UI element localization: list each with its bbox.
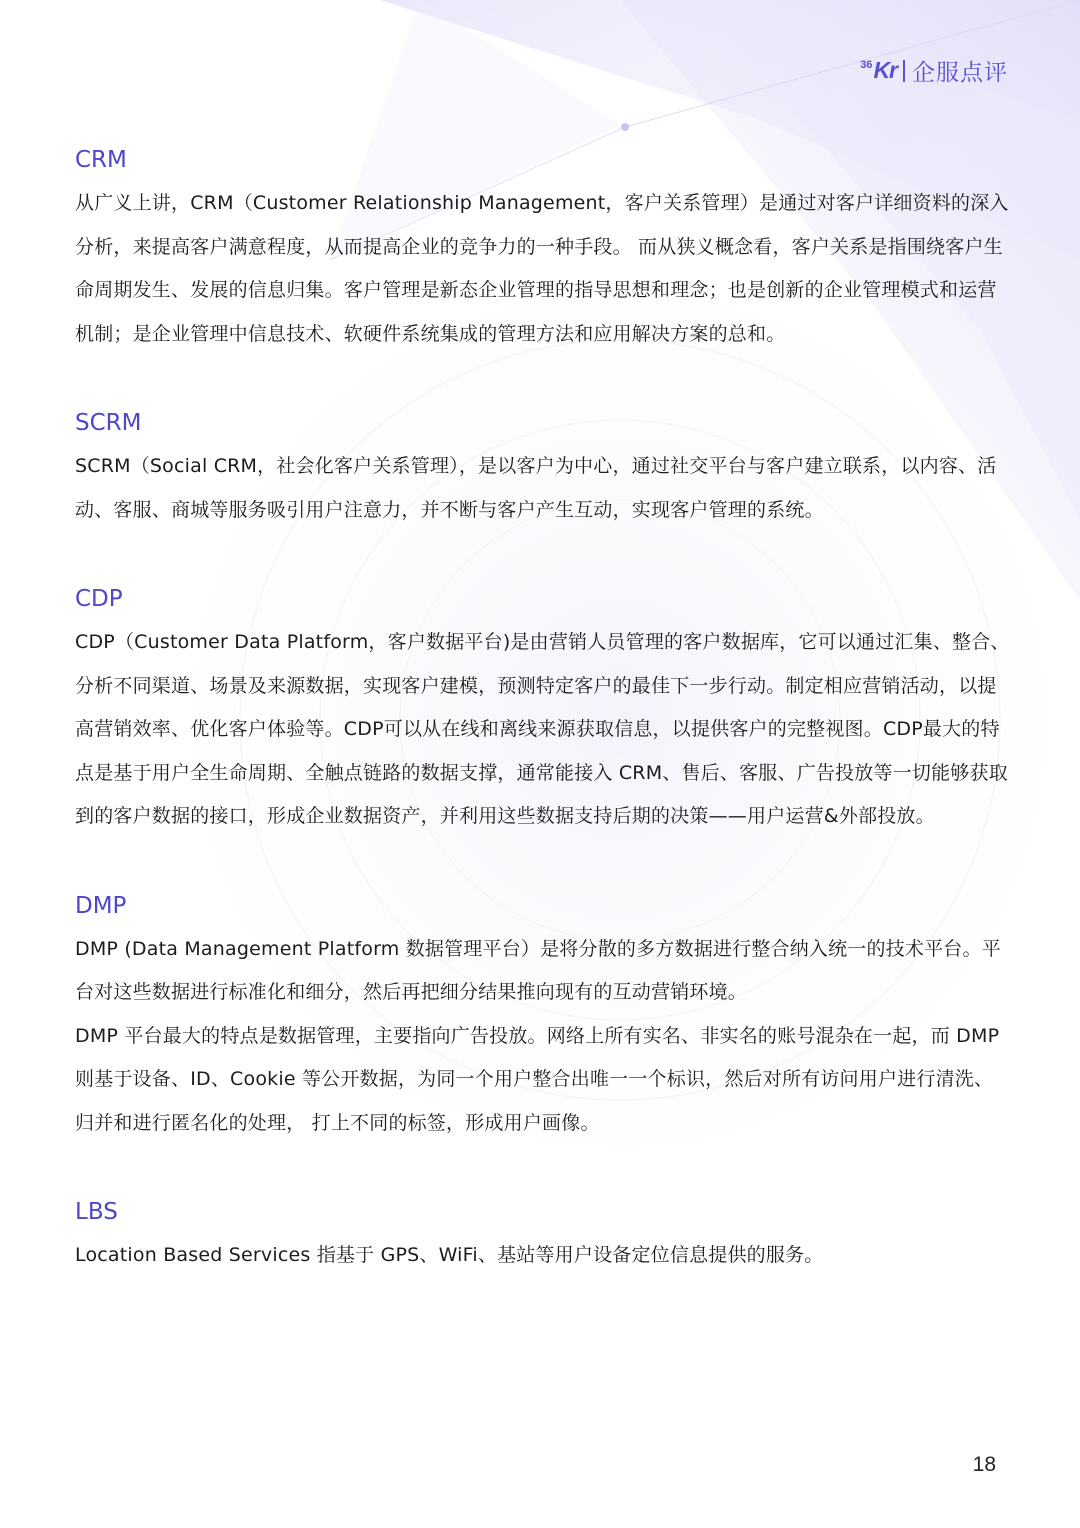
- section-dmp: [75, 888, 1010, 1146]
- logo-text: 企服点评: [912, 60, 1008, 86]
- section-paragraph: DMP (Data Management Platform 数据管理平台）是将分散的多方数据进行整合纳入统一的技术平台。平台对这些数据进行标准化和细分，然后再把细分结果推向现有的互动营销环境。: [75, 937, 1001, 1003]
- section-crm: [75, 142, 1010, 356]
- section-paragraph: SCRM（Social CRM，社会化客户关系管理），是以客户为中心，通过社交平台与客户建立联系，以内容、活动、客服、商城等服务吸引用户注意力，并不断与客户产生互动，实现客户管理的系统。: [75, 455, 997, 521]
- logo-kr-mark: Kr: [873, 57, 897, 83]
- section-paragraph: 从广义上讲，CRM（Customer Relationship Management，客户关系管理）是通过对客户详细资料的深入分析，来提高客户满意程度，从而提高企业的竞争力的一种手段。 而从狭义概念看，客户关系是指围绕客户生命周期发生、发展的信息归集。客户管理是新态企业管理的指导思想和理念；也是创新的企业管理模式和运营机制；是企业管理中信息技术、软硬件系统集成的管理方法和应用解决方案的总和。: [75, 192, 1009, 345]
- section-paragraph: Location Based Services 指基于 GPS、WiFi、基站等用户设备定位信息提供的服务。: [75, 1244, 824, 1266]
- glossary-content: [75, 142, 1010, 1278]
- section-title: LBS: [75, 1199, 118, 1225]
- page-number: 18: [972, 1453, 996, 1476]
- section-title: CRM: [75, 147, 127, 173]
- section-lbs: [75, 1194, 1010, 1278]
- section-title: CDP: [75, 586, 123, 612]
- section-paragraph: CDP（Customer Data Platform，客户数据平台)是由营销人员管理的客户数据库，它可以通过汇集、整合、分析不同渠道、场景及来源数据，实现客户建模，预测特定客户的最佳下一步行动。制定相应营销活动，以提高营销效率、优化客户体验等。CDP可以从在线和离线来源获取信息，以提供客户的完整视图。CDP最大的特点是基于用户全生命周期、全触点链路的数据支撑，通常能接入 CRM、售后、客服、广告投放等一切能够获取到的客户数据的接口，形成企业数据资产，并利用这些数据支持后期的决策——用户运营&外部投放。: [75, 631, 1010, 827]
- section-paragraph: DMP 平台最大的特点是数据管理，主要指向广告投放。网络上所有实名、非实名的账号混杂在一起，而 DMP 则基于设备、ID、Cookie 等公开数据，为同一个用户整合出唯一一个标识，然后对所有访问用户进行清洗、归并和进行匿名化的处理， 打上不同的标签，形成用户画像。: [75, 1024, 1000, 1134]
- brand-logo: [860, 54, 1008, 87]
- section-cdp: [75, 581, 1010, 839]
- logo-36-mark: 36: [860, 58, 873, 71]
- logo-divider: [903, 60, 905, 82]
- section-title: SCRM: [75, 410, 142, 436]
- section-title: DMP: [75, 892, 127, 919]
- section-scrm: [75, 405, 1010, 532]
